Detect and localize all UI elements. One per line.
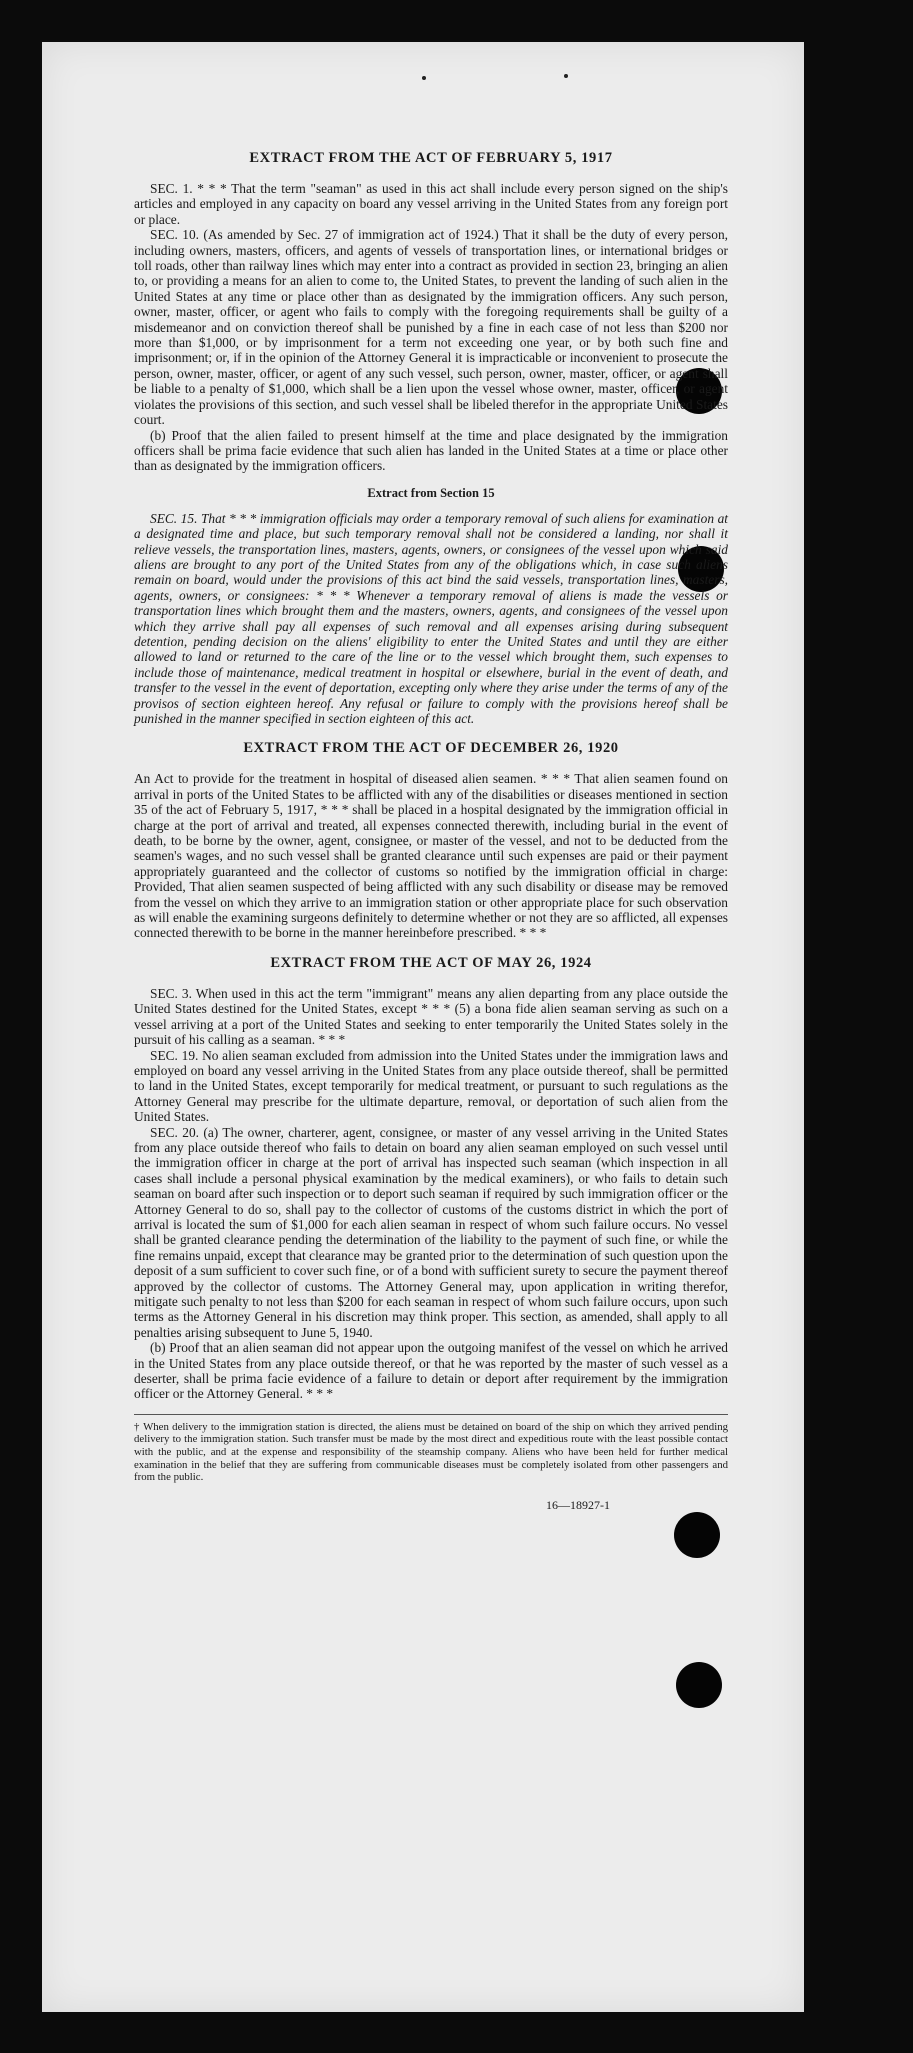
speck	[422, 76, 426, 80]
paragraph-sec-1: SEC. 1. * * * That the term "seaman" as used in this act shall include every person signed on the ship's articles and employed in any capacity on board any vessel arriving in the United States from any foreign port or place.	[134, 181, 728, 227]
title-section-15: Extract from Section 15	[367, 485, 495, 500]
paragraph-sec-10: SEC. 10. (As amended by Sec. 27 of immigration act of 1924.) That it shall be the duty of every person, including owners, masters, officers, and agents of vessels of transportation lines, or international bridges or toll roads, other than railway lines which may enter into a contract as provided in section 23, bringing an alien to, or providing a means for an alien to come to, the United States, to prevent the landing of such alien in the United States at any time or place other than as designated by the immigration officers. Any such person, owner, master, officer, or agent who fails to comply with the foregoing requirements shall be guilty of a misdemeanor and on conviction thereof shall be punished by a fine in each case of not less than $200 nor more than $1,000, or by imprisonment for a term not exceeding one year, or by both such fine and imprisonment; or, if in the opinion of the Attorney General it is impracticable or inconvenient to prosecute the person, owner, master, officer, or agent of any such vessel, such person, owner, master, officer, or agent shall be liable to a penalty of $1,000, which shall be a lien upon the vessel whose owner, master, officer, or agent violates the provisions of this section, and such vessel shall be libeled therefor in the appropriate United States court.	[134, 227, 728, 428]
paragraph-sec-19: SEC. 19. No alien seaman excluded from admission into the United States under the immigration laws and employed on board any vessel arriving in the United States from any place outside thereof, shall be permitted to land in the United States, except temporarily for medical treatment, or pursuant to such regulations as the Attorney General may prescribe for the ultimate departure, removal, or deportation of such alien from the United States.	[134, 1047, 728, 1125]
paragraph-sec-10-b: (b) Proof that the alien failed to present himself at the time and place designated by the immigration officers shall be prima facie evidence that such alien has landed in the United States at a time or place other than as designated by the immigration officers.	[134, 427, 728, 474]
title-act-1920: EXTRACT FROM THE ACT OF DECEMBER 26, 1920	[243, 740, 619, 757]
paragraph-sec-3: SEC. 3. When used in this act the term "immigrant" means any alien departing from any place outside the United States destined for the United States, except * * * (5) a bona fide alien seaman serving as such on a vessel arriving at a port of the United States and seeking to enter temporarily the United States solely in the pursuit of his calling as a seaman. * * *	[134, 985, 728, 1048]
title-act-1917: EXTRACT FROM THE ACT OF FEBRUARY 5, 1917	[249, 150, 613, 166]
document-content	[134, 150, 728, 1513]
paragraph-sec-20-a: SEC. 20. (a) The owner, charterer, agent, consignee, or master of any vessel arriving in the United States from any place outside thereof who fails to detain on board any alien seaman employed on such vessel until the immigration officer in charge at the port of arrival has inspected such seaman (which inspection in all cases shall include a personal physical examination by the medical examiners), or who fails to detain such seaman on board after such inspection or to deport such seaman if required by such immigration officer or the Attorney General to do so, shall pay to the collector of customs of the customs district in which the port of arrival is located the sum of $1,000 for each alien seaman in respect of whom such failure occurs. No vessel shall be granted clearance pending the determination of the liability to the payment of such fine, or while the fine remains unpaid, except that clearance may be granted prior to the determination of such question upon the deposit of a sum sufficient to cover such fine, or of a bond with sufficient surety to secure the payment thereof approved by the collector of customs. The Attorney General may, upon application in writing therefor, mitigate such penalty to not less than $200 for each seaman in respect of whom such failure occurs, upon such terms as the Attorney General in his discretion may think proper. This section, as amended, shall apply to all penalties arising subsequent to June 5, 1940.	[134, 1124, 728, 1340]
paragraph-sec-20-b: (b) Proof that an alien seaman did not appear upon the outgoing manifest of the vessel on which he arrived in the United States from any place outside thereof, or that he was reported by the master of such vessel as a deserter, shall be prima facie evidence of a failure to detain or deport after requirement by the immigration officer or the Attorney General. * * *	[134, 1340, 728, 1402]
footnote: † When delivery to the immigration station is directed, the aliens must be detained on board of the ship on which they arrived pending delivery to the immigration station. Such transfer must be made by the most direct and expeditious route with the least possible contact with the public, and at the expense and responsibility of the steamship company. Aliens who have been held for further medical examination in the belief that they are suffering from communicable diseases must be completely isolated from other passengers and from the public.	[134, 1420, 728, 1484]
document-page	[42, 42, 804, 2012]
title-act-1924: EXTRACT FROM THE ACT OF MAY 26, 1924	[270, 954, 592, 971]
speck	[564, 74, 568, 78]
punch-hole	[676, 1662, 722, 1708]
paragraph-act-1920: An Act to provide for the treatment in hospital of diseased alien seamen. * * * That alien seamen found on arrival in ports of the United States to be afflicted with any of the disabilities or diseases mentioned in section 35 of the act of February 5, 1917, * * * shall be placed in a hospital designated by the immigration official in charge at the port of arrival and treated, all expenses connected therewith, including burial in the event of death, to be borne by the owner, agent, consignee, or master of the vessel, and not to be deducted from the seamen's wages, and no such vessel shall be granted clearance until such expenses are paid or their payment appropriately guaranteed and the collector of customs so notified by the immigration official in charge: Provided, That alien seamen suspected of being afflicted with any such disability or disease may be removed from the vessel on which they arrive to an immigration station or other appropriate place for such observation as will enable the examining surgeons definitely to determine whether or not they are so afflicted, all expenses connected therewith to be borne in the manner hereinbefore prescribed. * * *	[134, 771, 728, 941]
footnote-divider	[134, 1414, 728, 1415]
paragraph-sec-15: SEC. 15. That * * * immigration officials may order a temporary removal of such aliens for examination at a designated time and place, but such temporary removal shall not be considered a landing, nor shall it relieve vessels, the transportation lines, masters, agents, owners, or consignees of the vessel upon which said aliens are brought to any port of the United States from any of the obligations which, in case such aliens remain on board, would under the provisions of this act bind the said vessels, transportation lines, masters, agents, owners, or consignees: * * * Whenever a temporary removal of aliens is made the vessels or transportation lines which brought them and the masters, owners, agents, and consignees of the vessel upon which they arrive shall pay all expenses of such removal and all expenses arising during subsequent detention, pending decision on the aliens' eligibility to enter the United States and until they are either allowed to land or returned to the care of the line or to the vessel which brought them, such expenses to include those of maintenance, medical treatment in hospital or elsewhere, burial in the event of death, and transfer to the vessel in the event of deportation, excepting only where they arise under the terms of any of the provisos of section eighteen hereof. Any refusal or failure to comply with the provisions hereof shall be punished in the manner specified in section eighteen of this act.	[134, 510, 728, 726]
form-number: 16—18927-1	[546, 1497, 610, 1512]
punch-hole	[674, 1512, 720, 1558]
